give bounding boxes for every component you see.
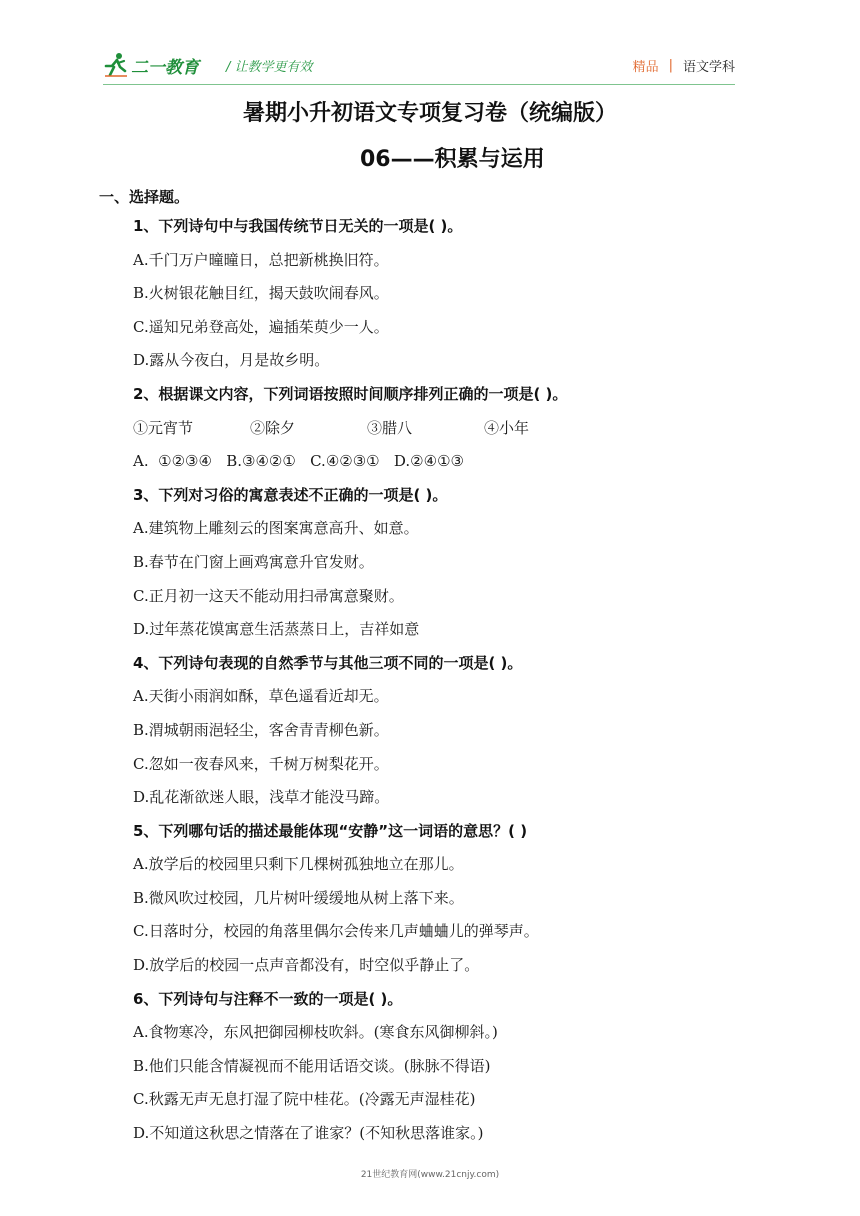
option: B.他们只能含情凝视而不能用话语交谈。(脉脉不得语) xyxy=(133,1056,491,1075)
question-4: 4、下列诗句表现的自然季节与其他三项不同的一项是( )。 xyxy=(133,653,523,672)
question-6: 6、下列诗句与注释不一致的一项是( )。 xyxy=(133,989,403,1008)
option: C.日落时分，校园的角落里偶尔会传来几声蛐蛐儿的弹琴声。 xyxy=(133,922,539,941)
order-item: ②除夕 xyxy=(250,418,296,437)
header-rule xyxy=(103,84,735,85)
document-title: 暑期小升初语文专项复习卷（统编版） xyxy=(242,101,617,126)
order-item: ④小年 xyxy=(484,418,530,437)
option: B.春节在门窗上画鸡寓意升官发财。 xyxy=(133,552,374,571)
header-divider: | xyxy=(668,58,673,73)
logo xyxy=(103,50,199,80)
option: D.过年蒸花馍寓意生活蒸蒸日上，吉祥如意 xyxy=(133,620,420,639)
question-5: 5、下列哪句话的描述最能体现“安静”这一词语的意思？( ) xyxy=(133,821,528,840)
document-subtitle: 06——积累与运用 xyxy=(360,147,545,172)
option: C.正月初一这天不能动用扫帚寓意聚财。 xyxy=(133,586,404,605)
option: D.露从今夜白，月是故乡明。 xyxy=(133,351,330,370)
option: A.放学后的校园里只剩下几棵树孤独地立在那儿。 xyxy=(133,855,464,874)
option: B.微风吹过校园，几片树叶缓缓地从树上落下来。 xyxy=(133,888,464,907)
subject-label: 语文学科 xyxy=(682,60,735,75)
logo-text: 二一教育 xyxy=(131,57,199,78)
option: A. ①②③④ B.③④②① C.④②③① D.②④①③ xyxy=(133,452,464,471)
option: B.火树银花触目红，揭天鼓吹闹春风。 xyxy=(133,284,389,303)
quality-badge: 精品 xyxy=(632,60,659,75)
running-man-icon xyxy=(103,52,129,78)
option: D.不知道这秋思之情落在了谁家？(不知秋思落谁家。) xyxy=(133,1124,484,1143)
page-footer: 21世纪教育网(www.21cnjy.com) xyxy=(360,1170,500,1180)
option: D.放学后的校园一点声音都没有，时空似乎静止了。 xyxy=(133,956,480,975)
question-1: 1、下列诗句中与我国传统节日无关的一项是( )。 xyxy=(133,217,463,235)
option: A.天街小雨润如酥，草色遥看近却无。 xyxy=(133,687,389,706)
question-2: 2、根据课文内容，下列词语按照时间顺序排列正确的一项是( )。 xyxy=(133,384,568,403)
option: C.秋露无声无息打湿了院中桂花。(冷露无声湿桂花) xyxy=(133,1090,476,1109)
option: C.忽如一夜春风来，千树万树梨花开。 xyxy=(133,754,389,773)
option: A.食物寒冷，东风把御园柳枝吹斜。(寒食东风御柳斜。) xyxy=(133,1023,498,1042)
page-header xyxy=(103,44,735,84)
question-list xyxy=(133,210,753,1151)
option: C.遥知兄弟登高处，遍插茱萸少一人。 xyxy=(133,317,389,336)
order-item: ③腊八 xyxy=(367,418,413,437)
order-items xyxy=(133,412,753,446)
order-item: ①元宵节 xyxy=(133,418,194,437)
option: B.渭城朝雨浥轻尘，客舍青青柳色新。 xyxy=(133,720,389,739)
option: A.千门万户曈曈日，总把新桃换旧符。 xyxy=(133,250,389,269)
section-heading: 一、选择题。 xyxy=(99,188,190,206)
question-3: 3、下列对习俗的寓意表述不正确的一项是( )。 xyxy=(133,485,448,504)
header-subject xyxy=(633,56,735,75)
slogan: / 让教学更有效 xyxy=(226,60,313,75)
option: A.建筑物上雕刻云的图案寓意高升、如意。 xyxy=(133,519,419,538)
option: D.乱花渐欲迷人眼，浅草才能没马蹄。 xyxy=(133,788,390,807)
